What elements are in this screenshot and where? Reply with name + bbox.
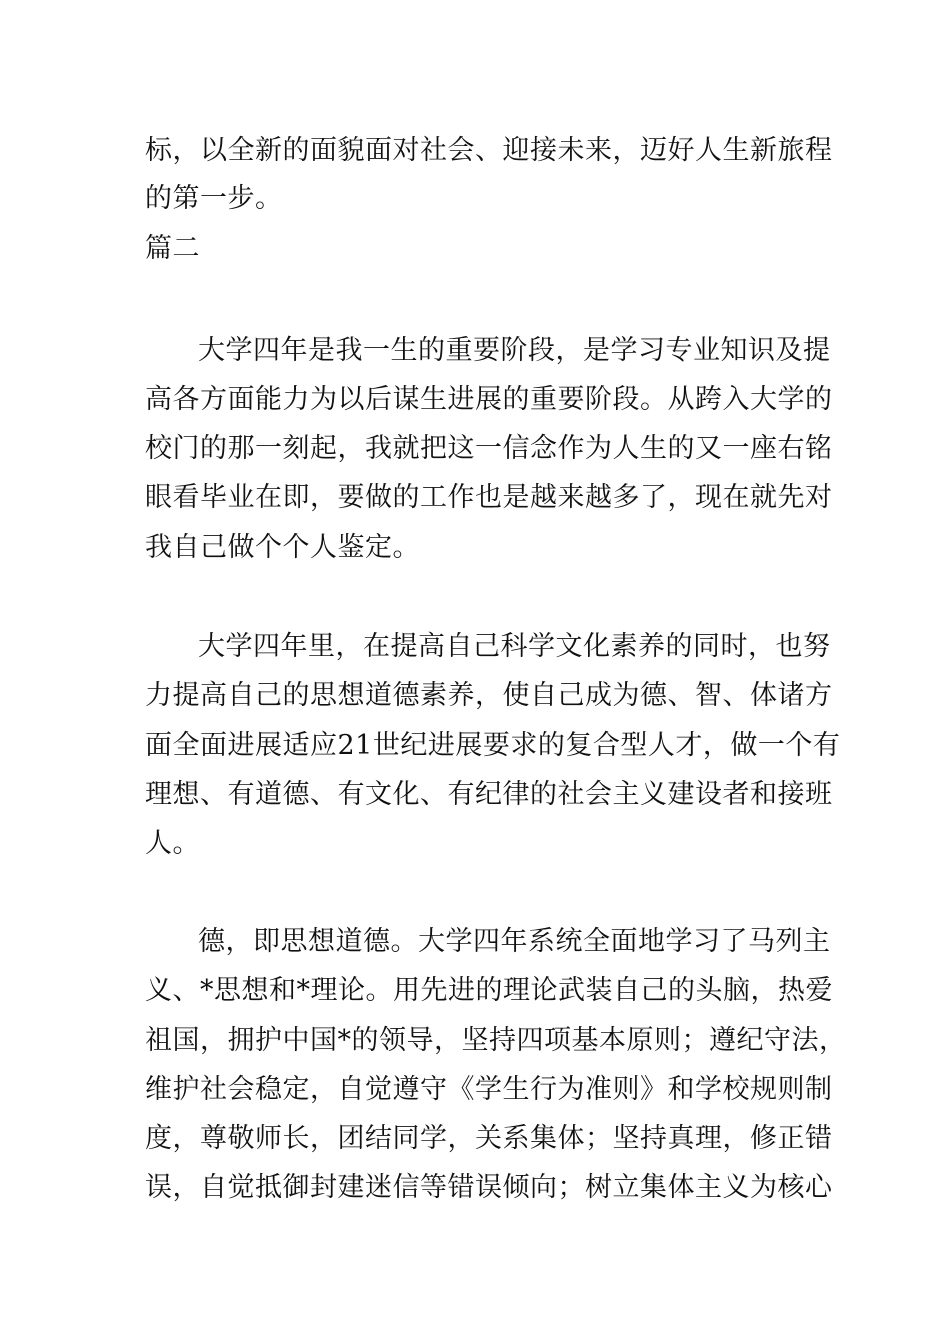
paragraph2-line-1: 大学四年里，在提高自己科学文化素养的同时，也努	[198, 631, 831, 662]
paragraph3-line-3: 祖国，拥护中国*的领导，坚持四项基本原则；遵纪守法，	[145, 1025, 847, 1056]
paragraph1-line-2: 高各方面能力为以后谋生进展的重要阶段。从跨入大学的	[145, 384, 833, 415]
paragraph2-line-3: 面全面进展适应21世纪进展要求的复合型人才，做一个有	[145, 730, 841, 761]
paragraph3-line-4: 维护社会稳定，自觉遵守《学生行为准则》和学校规则制	[145, 1074, 833, 1105]
paragraph3-line-6: 误，自觉抵御封建迷信等错误倾向；树立集体主义为核心	[145, 1172, 833, 1203]
paragraph1-line-5: 我自己做个个人鉴定。	[145, 532, 420, 563]
paragraph3-line-5: 度，尊敬师长，团结同学，关系集体；坚持真理，修正错	[145, 1123, 833, 1154]
paragraph3-line-2: 义、*思想和*理论。用先进的理论武装自己的头脑，热爱	[145, 975, 833, 1006]
paragraph3-line-1: 德，即思想道德。大学四年系统全面地学习了马列主	[198, 926, 831, 957]
paragraph2-line-5: 人。	[145, 828, 200, 859]
paragraph2-line-4: 理想、有道德、有文化、有纪律的社会主义建设者和接班	[145, 779, 833, 810]
paragraph1-line-4: 眼看毕业在即，要做的工作也是越来越多了，现在就先对	[145, 482, 833, 513]
intro-line-1: 标，以全新的面貌面对社会、迎接未来，迈好人生新旅程	[145, 135, 833, 166]
intro-line-2: 的第一步。	[145, 183, 283, 214]
paragraph1-line-1: 大学四年是我一生的重要阶段，是学习专业知识及提	[198, 335, 831, 366]
section-heading: 篇二	[145, 233, 200, 264]
paragraph1-line-3: 校门的那一刻起，我就把这一信念作为人生的又一座右铭	[145, 433, 833, 464]
paragraph2-line-2: 力提高自己的思想道德素养，使自己成为德、智、体诸方	[145, 680, 833, 711]
